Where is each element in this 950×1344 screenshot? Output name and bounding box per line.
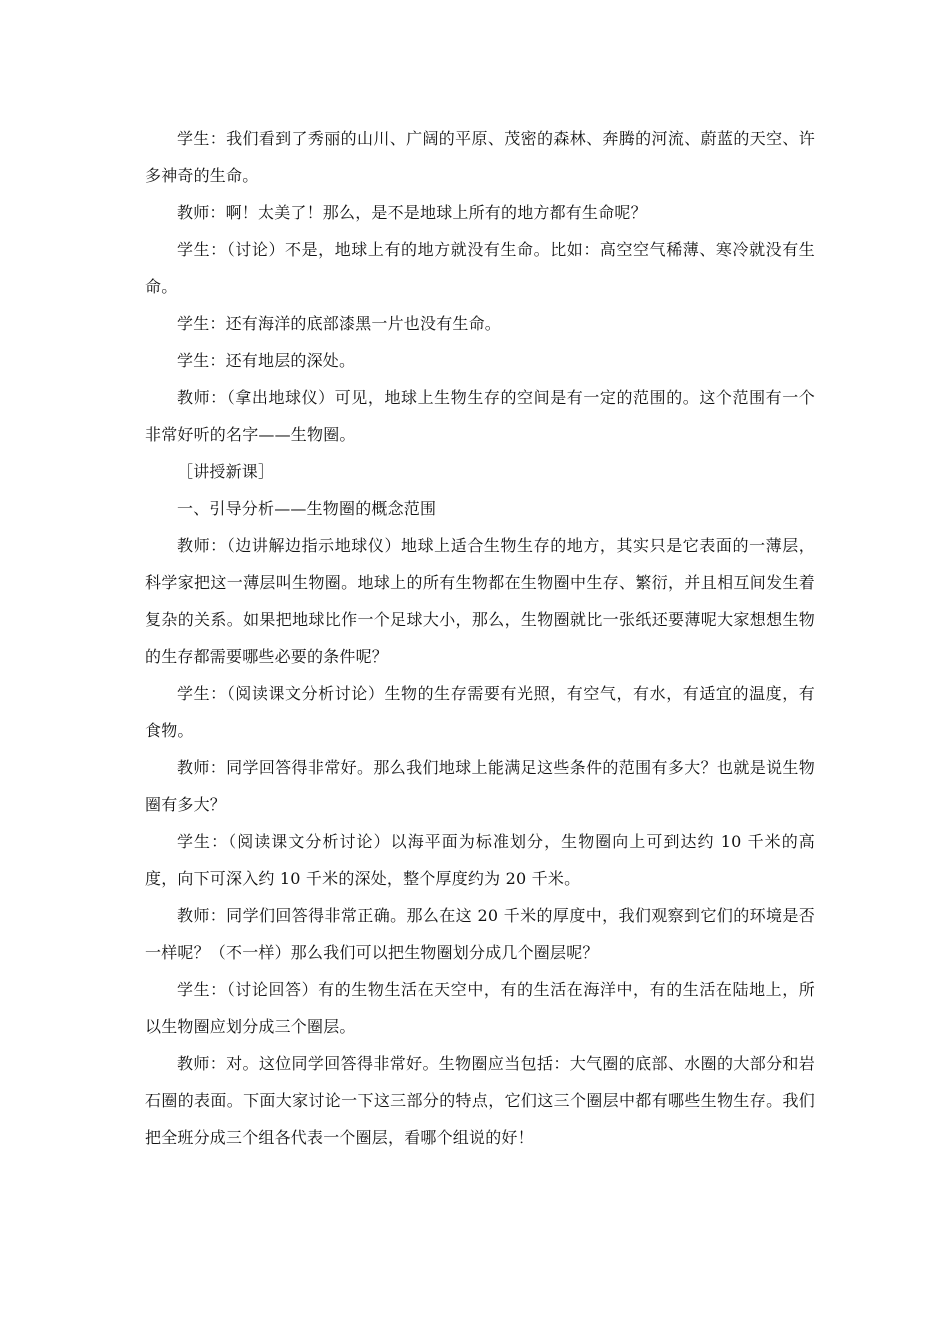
- subheading-biosphere-concept: 一、引导分析——生物圈的概念范围: [177, 499, 437, 518]
- paragraph-student-ocean: 学生：还有海洋的底部漆黑一片也没有生命。: [177, 314, 502, 333]
- paragraph-student-conditions: 学生：（阅读课文分析讨论）生物的生存需要有光照，有空气，有水，有适宜的温度，有食物。: [145, 684, 815, 740]
- paragraph-teacher-thin-layer: 教师：（边讲解边指示地球仪）地球上适合生物生存的地方，其实只是它表面的一薄层，科学家把这一薄层叫生物圈。地球上的所有生物都在生物圈中生存、繁衍，并且相互间发生着复杂的关系。如果把地球比作一个足球大小，那么，生物圈就比一张纸还要薄呢大家想想生物的生存都需要哪些必要的条件呢？: [145, 536, 815, 666]
- paragraph-teacher-question-life: 教师：啊！太美了！那么，是不是地球上所有的地方都有生命呢？: [177, 203, 647, 222]
- paragraph-teacher-range: 教师：同学回答得非常好。那么我们地球上能满足这些条件的范围有多大？也就是说生物圈有多大？: [145, 758, 815, 814]
- section-heading-new-lesson: ［讲授新课］: [177, 462, 275, 481]
- paragraph-teacher-layers: 教师：同学们回答得非常正确。那么在这 20 千米的厚度中，我们观察到它们的环境是否一样呢？（不一样）那么我们可以把生物圈划分成几个圈层呢？: [145, 906, 815, 962]
- paragraph-student-three-layers: 学生：（讨论回答）有的生物生活在天空中，有的生活在海洋中，有的生活在陆地上，所以生物圈应划分成三个圈层。: [145, 980, 815, 1036]
- paragraph-teacher-groups: 教师：对。这位同学回答得非常好。生物圈应当包括：大气圈的底部、水圈的大部分和岩石圈的表面。下面大家讨论一下这三部分的特点，它们这三个圈层中都有哪些生物生存。我们把全班分成三个组各代表一个圈层，看哪个组说的好！: [145, 1054, 815, 1147]
- paragraph-teacher-globe-biosphere: 教师：（拿出地球仪）可见，地球上生物生存的空间是有一定的范围的。这个范围有一个非常好听的名字——生物圈。: [145, 388, 815, 444]
- paragraph-student-discussion-sky: 学生：（讨论）不是，地球上有的地方就没有生命。比如：高空空气稀薄、寒冷就没有生命。: [145, 240, 815, 296]
- paragraph-student-strata: 学生：还有地层的深处。: [177, 351, 356, 370]
- paragraph-student-scenery: 学生：我们看到了秀丽的山川、广阔的平原、茂密的森林、奔腾的河流、蔚蓝的天空、许多神奇的生命。: [145, 129, 815, 185]
- document-body: [145, 120, 815, 1156]
- paragraph-student-thickness: 学生：（阅读课文分析讨论）以海平面为标准划分，生物圈向上可到达约 10 千米的高度，向下可深入约 10 千米的深处，整个厚度约为 20 千米。: [145, 832, 815, 888]
